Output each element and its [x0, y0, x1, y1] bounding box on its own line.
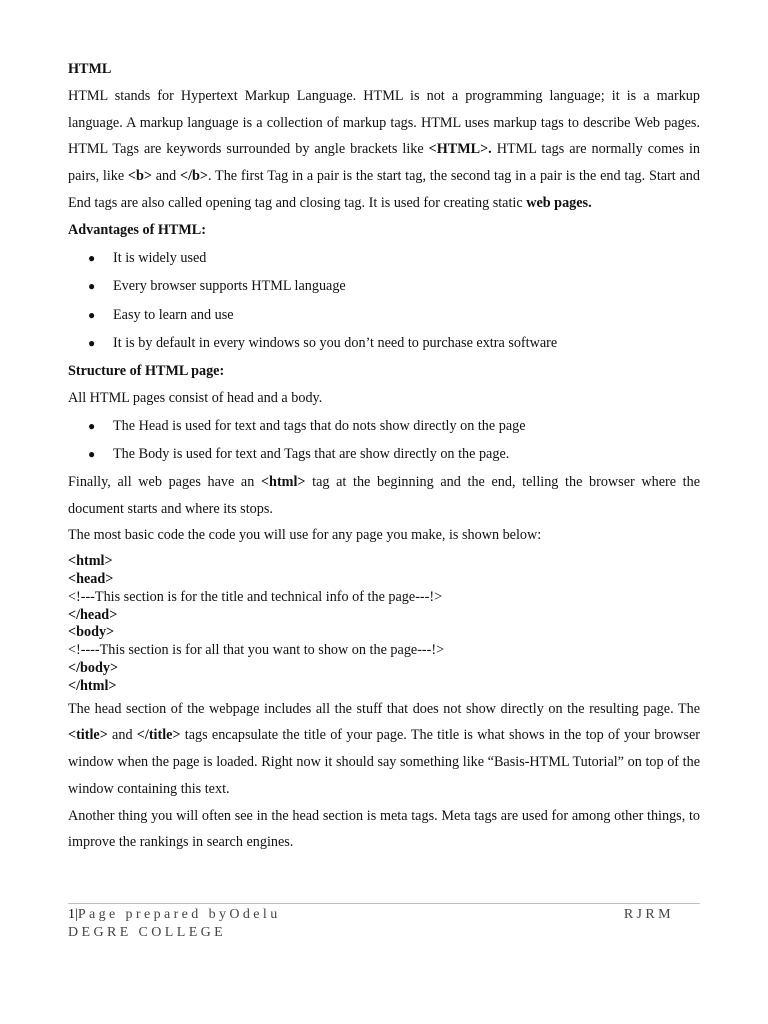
intro-paragraph	[68, 83, 700, 217]
bullet-icon: ●	[88, 307, 96, 322]
intro-bold-2: <b>	[127, 168, 152, 185]
basic-code-intro: The most basic code the code you will use for any page you make, is shown below:	[68, 527, 542, 544]
intro-text-4: . The first Tag in a pair is the start tag, the second tag in a pair is the end tag. Start and End tags are also called opening tag and closing tag. It is used for creating static	[68, 168, 700, 211]
bullet-icon: ●	[88, 447, 96, 462]
advantages-heading: Advantages of HTML:	[68, 221, 206, 238]
finally-paragraph: Finally, all web pages have an <html> tag at the beginning and the end, telling the browser where the document starts and where its stops.	[68, 473, 700, 517]
intro-bold-4: web pages.	[526, 194, 592, 211]
intro-bold-1: <HTML>.	[428, 141, 492, 158]
footer-separator: |	[75, 907, 78, 922]
page-number: 1	[68, 907, 75, 922]
footer-prepared-by: Page prepared byOdelu	[77, 907, 281, 922]
structure-heading: Structure of HTML page:	[68, 362, 225, 379]
advantages-list	[68, 244, 700, 358]
footer-right: RJRM	[623, 907, 674, 922]
footer-college: DEGRE COLLEGE	[68, 925, 227, 940]
code-line: </html>	[68, 677, 117, 694]
document-body	[68, 56, 700, 856]
code-line: <html>	[68, 553, 113, 570]
intro-bold-3: </b>	[179, 168, 208, 185]
code-line: <head>	[68, 570, 114, 587]
footer-divider	[68, 903, 700, 904]
intro-text-1: HTML stands for Hypertext Markup Language. HTML is not a programming language; it is a markup language. A markup language is a collection of markup tags. HTML uses markup tags to describe Web pages. HTML Tags are keywords surrounded by angle brackets like	[68, 87, 700, 158]
code-line: <body>	[68, 624, 115, 641]
bullet-icon: ●	[88, 418, 96, 433]
list-item: ● Every browser supports HTML language	[68, 272, 700, 301]
code-line: </head>	[68, 606, 118, 623]
head-section-paragraph: The head section of the webpage includes all the stuff that does not show directly on the resulting page. The <title> and </title> tags encapsulate the title of your page. The title is what shows in the top of your browser window when the page is loaded. Right now it should say something like “Basis-HTML Tutorial” on top of the window containing this text.	[68, 700, 700, 797]
code-sample	[68, 553, 700, 695]
title-tag-bold: <title>	[68, 727, 108, 744]
code-line: <!---This section is for the title and technical info of the page---!>	[68, 588, 443, 605]
bullet-icon: ●	[88, 250, 96, 265]
bullet-icon: ●	[88, 336, 96, 351]
list-item: ● It is widely used	[68, 244, 700, 273]
list-item: ● It is by default in every windows so you don’t need to purchase extra software	[68, 329, 700, 358]
meta-paragraph: Another thing you will often see in the head section is meta tags. Meta tags are used for among other things, to improve the rankings in search engines.	[68, 807, 700, 851]
list-item: ● The Head is used for text and tags that do nots show directly on the page	[68, 412, 700, 441]
list-item: ● Easy to learn and use	[68, 301, 700, 330]
list-item: ● The Body is used for text and Tags that are show directly on the page.	[68, 440, 700, 469]
html-tag-bold: <html>	[260, 473, 306, 490]
structure-line: All HTML pages consist of head and a body.	[68, 389, 323, 406]
code-line: </body>	[68, 659, 119, 676]
code-line: <!----This section is for all that you want to show on the page---!>	[68, 642, 445, 659]
intro-text-3: and	[151, 168, 180, 185]
title-close-tag-bold: </title>	[136, 727, 181, 744]
structure-list	[68, 412, 700, 469]
page-footer	[68, 906, 700, 942]
footer-left	[68, 906, 281, 924]
intro-text-2: HTML tags are normally comes in pairs, like	[68, 141, 701, 185]
page-title: HTML	[68, 61, 112, 77]
bullet-icon: ●	[88, 279, 96, 294]
